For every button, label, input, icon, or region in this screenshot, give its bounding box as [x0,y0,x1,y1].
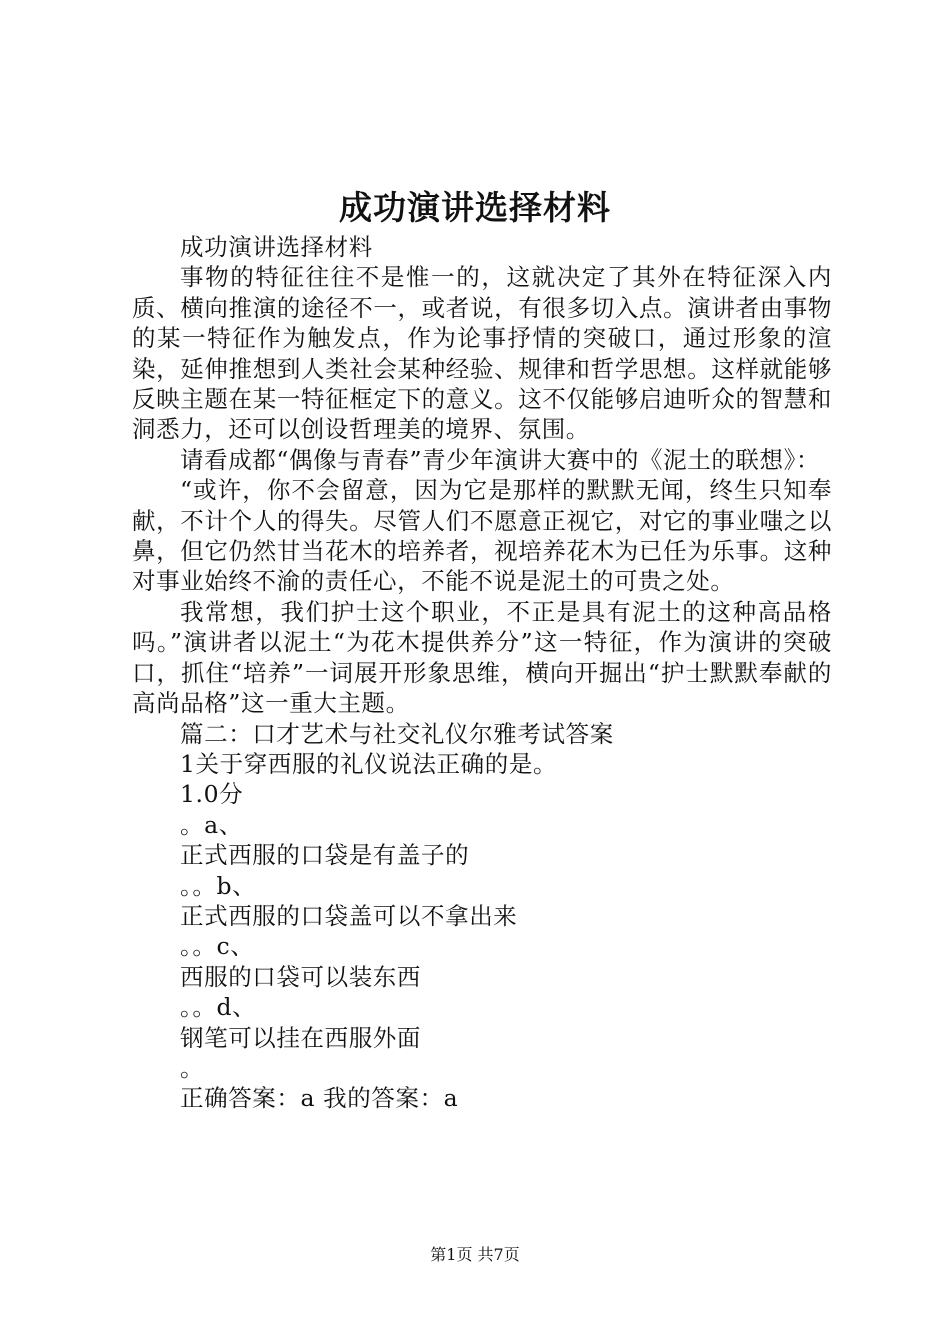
section-heading: 篇二：口才艺术与社交礼仪尔雅考试答案 [180,719,614,748]
quiz-option-marker: 。a、 [180,810,243,839]
page-footer: 第1页 共7页 [430,1245,520,1264]
body-paragraph: 我常想，我们护士这个职业，不正是具有泥土的这种高品格吗。”演讲者以泥土“为花木提供养分”这一特征，作为演讲的突破口，抓住“培养”一词展开形象思维，横向开掘出“护士默默奉献的高尚品格”这一重大主题。 [132,597,832,718]
quiz-answer: 正确答案：a 我的答案：a [180,1084,459,1113]
quiz-option-marker: 。。d、 [180,993,257,1022]
body-paragraph: 请看成都“偶像与青春”青少年演讲大赛中的《泥土的联想》： [180,445,821,474]
quiz-option-text: 正式西服的口袋盖可以不拿出来 [180,901,518,930]
quiz-separator: 。 [180,1053,205,1082]
body-paragraph: 成功演讲选择材料 [180,233,373,261]
quiz-option-marker: 。。b、 [180,871,257,900]
quiz-option-text: 西服的口袋可以装东西 [180,962,421,991]
quiz-option-text: 正式西服的口袋是有盖子的 [180,841,470,870]
quiz-score: 1.0分 [180,780,244,809]
body-paragraph: “或许，你不会留意，因为它是那样的默默无闻，终生只知奉献，不计个人的得失。尽管人们不愿意正视它，对它的事业嗤之以鼻，但它仍然甘当花木的培养者，视培养花木为已任为乐事。这种对事业始终不渝的责任心，不能不说是泥土的可贵之处。 [132,476,832,596]
body-paragraph: 事物的特征往往不是惟一的，这就决定了其外在特征深入内质、横向推演的途径不一，或者说，有很多切入点。演讲者由事物的某一特征作为触发点，作为论事抒情的突破口，通过形象的渲染，延伸推想到人类社会某种经验、规律和哲学思想。这样就能够反映主题在某一特征框定下的意义。这不仅能够启迪听众的智慧和洞悉力，还可以创设哲理美的境界、氛围。 [132,263,832,444]
quiz-option-marker: 。。c、 [180,932,255,961]
document-body [132,232,832,1114]
quiz-option-text: 钢笔可以挂在西服外面 [180,1023,421,1052]
quiz-question: 1关于穿西服的礼仪说法正确的是。 [180,749,558,778]
document-title: 成功演讲选择材料 [339,188,611,227]
